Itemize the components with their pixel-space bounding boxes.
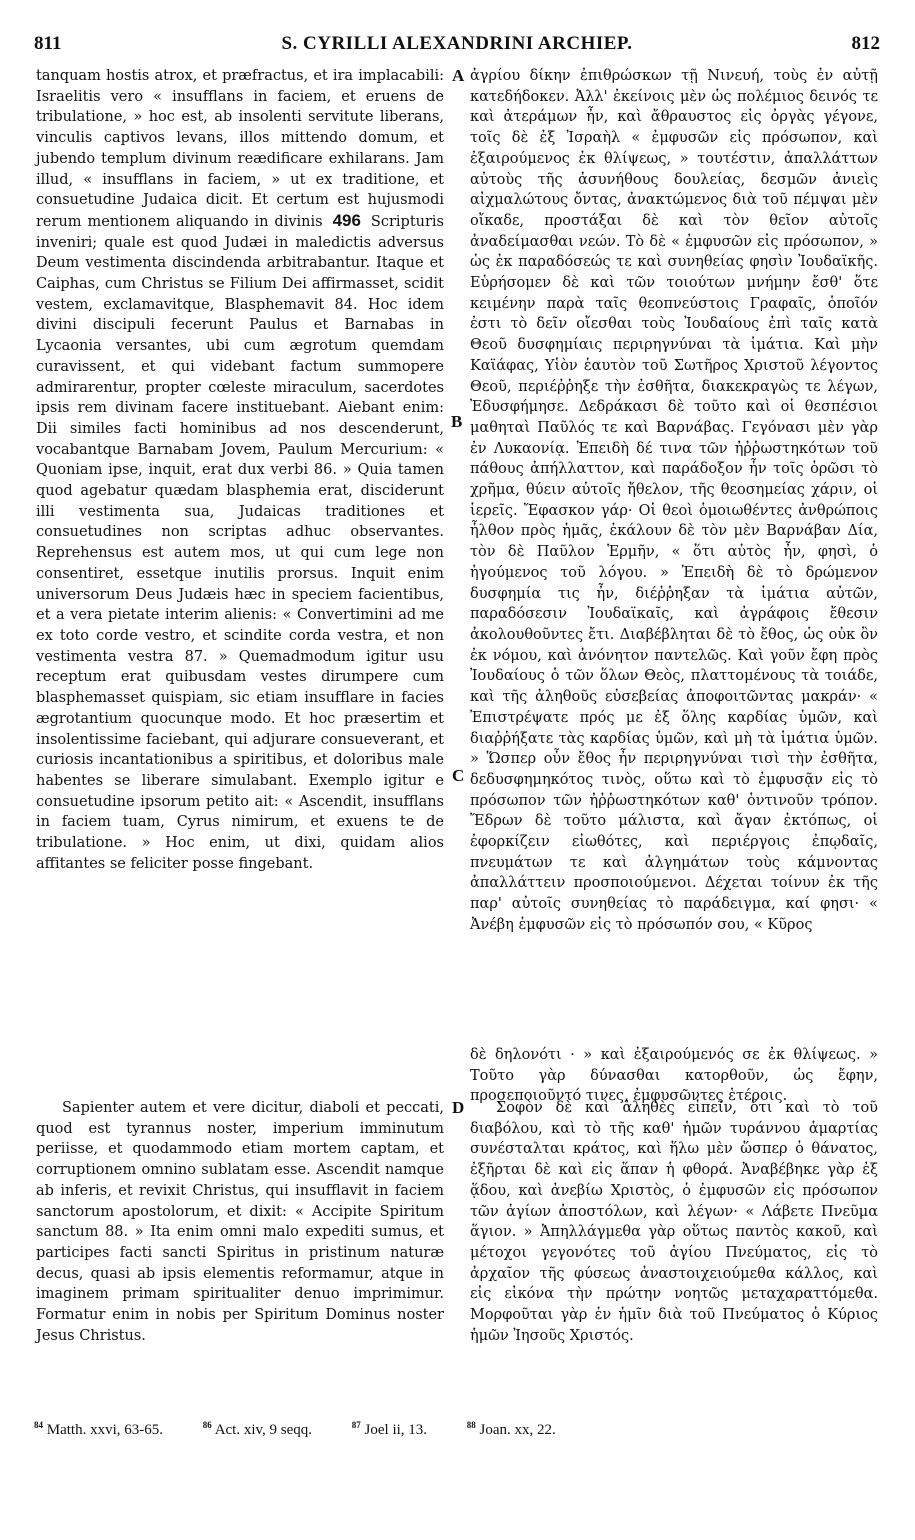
footnote-number: 87 <box>351 1420 361 1430</box>
footnote-87 <box>352 1422 445 1438</box>
latin-text-1b: Scripturis inveniri; quale est quod Judæi in maledictis adversus Deum vestimenta discindenda arbitrabantur. Itaque et Caiphas, cum Christus se Filium Dei affirmasset, scidit vestem, exclamavitque, Blasphemavit 84. Hoc idem divini discipuli fecerunt Paulus et Barnabas in Lycaonia versantes, ubi cum ægrotum quemdam curavissent, et qui videbant factum summopere admirarentur, propter cœleste miraculum, sacerdotes ipsis rem divinam facere instituebant. Aiebant enim: Dii similes facti hominibus ad nos descenderunt, vocabantque Barnabam Jovem, Paulum Mercurium: « Quoniam ipse, inquit, erat dux verbi 86. » Quia tamen quod agebatur quædam blasphemia erat, disciderunt illi vestimenta sua, Judaicas traditiones et consuetudines non scriptas adhuc observantes. Reprehensus est autem mos, ut qui cum lege non consentiret, essetque inutilis prorsus. Inquit enim universorum Deus Judæis hæc in speciem facientibus, et a vera pietate interim alienis: « Convertimini ad me ex toto corde vestro, et scindite corda vestra, et non vestimenta vestra 87. » Quemadmodum igitur usu receptum erat quibusdam vestes dirumpere cum blasphemasset quispiam, sic etiam insufflare in facies ægrotantium quocunque modo. Et hoc præsertim et insolentissime faciebant, qui adjurare consueverant, et curiosis incantationibus a spiritibus, et doloribus male habentes se liberare simulabant. Exemplo igitur e consuetudine ipsorum petito ait: « Ascendit, insufflans in faciem tuam, Cyrus nimirum, et exuens te de tribulatione. » Hoc enim, ut dixi, quidam alios affitantes se feliciter posse fingebant. <box>36 213 445 872</box>
right-page-number: 812 <box>851 33 880 54</box>
greek-paragraph-1: ἀγρίου δίκην ἐπιθρώσκων τῇ Νινευή, τοὺς ἐν αὐτῇ κατεδήδοκεν. Ἀλλ' ἐκείνοις μὲν ὡς πολέμιος δεινός τε καὶ ἀτεράμων ἦν, καὶ ἄθραυστος εἰς ὀργὰς γέγονε, τοῖς δὲ ἐξ Ἰσραὴλ « ἐμφυσῶν εἰς πρόσωπον, καὶ ἐξαιρούμενος ἐκ θλίψεως, » τουτέστιν, ἀπαλλάττων αὐτοὺς τῆς ἀσυνήθους δουλείας, δεσμῶν ἀνιεὶς αἰχμαλώτους ὄντας, ἀνακτώμενος διὰ τοῦ πέμψαι μὲν οἴκαδε, προστάξαι δὲ καὶ τὸν θεῖον αὐτοῖς ἀναδείμασθαι νεών. Τὸ δὲ « ἐμφυσῶν εἰς πρόσωπον, » ὡς ἐκ παραδόσεώς τε καὶ συνηθείας φησὶν Ἰουδαϊκῆς. Εὑρήσομεν δὲ καὶ τῶν τοιούτων μνήμην ἔσθ' ὅτε κειμένην παρὰ ταῖς θεοπνεύστοις Γραφαῖς, ὁποῖόν ἐστι τὸ δεῖν οἴεσθαι τοὺς Ἰουδαίους ἐπὶ ταῖς κατὰ Θεοῦ δυσφημίαις περιρηγνύναι τὰ ἱμάτια. Καὶ μὴν Καϊάφας, Υἱὸν ἑαυτὸν τοῦ Σωτῆρος Χριστοῦ λέγοντος Θεοῦ, περιέῤῥηξε τὴν ἐσθῆτα, διακεκραγὼς τε λέγων, Ἐδυσφήμησε. Δεδράκασι δὲ τοῦτο καὶ οἱ θεσπέσιοι μαθηταὶ Παῦλός τε καὶ Βαρνάβας. Γεγόνασι μὲν γὰρ ἐν Λυκαονίᾳ. Ἐπειδὴ δέ τινα τῶν ἠῤῥωστηκότων τοῦ πάθους ἀπήλλαττον, καὶ παράδοξον ἦν τοῖς ὁρῶσι τὸ χρῆμα, θύειν αὐτοῖς ἤθελον, τῆς θεοσημείας χάριν, οἱ ἱερεῖς. Ἔφασκον γάρ· Οἱ θεοὶ ὁμοιωθέντες ἀνθρώποις ἦλθον πρὸς ἡμᾶς, ἐκάλουν δὲ τὸν μὲν Βαρνάβαν Δία, τὸν δὲ Παῦλον Ἑρμῆν, « ὅτι αὐτὸς ἦν, φησὶ, ὁ ἡγούμενος τοῦ λόγου. » Ἐπειδὴ δὲ τὸ δρώμενον δυσφημία τις ἦν, διέῤῥηξαν τὰ ἱμάτια αὐτῶν, παραδόσεσιν Ἰουδαϊκαῖς, καὶ ἀγράφοις ἔθεσιν ἀκολουθοῦντες ἔτι. Διαβέβληται δὲ τὸ ἔθος, ὡς οὐκ ὂν ἐκ νόμου, καὶ ἀνόνητον παντελῶς. Καὶ γοῦν ἔφη πρὸς Ἰουδαίους ὁ τῶν ὅλων Θεὸς, πλαττομένους τὰ τοιάδε, καὶ τῆς ἀληθοῦς εὐσεβείας ἀποφοιτῶντας μακράν· « Ἐπιστρέψατε πρός με ἐξ ὅλης καρδίας ὑμῶν, καὶ διαῤῥήξατε τὰς καρδίας ὑμῶν, καὶ μὴ τὰ ἱμάτια ὑμῶν. » Ὥσπερ οὖν ἔθος ἦν περιρηγνύναι τισὶ τὴν ἐσθῆτα, δεδυσφημηκότος τινὸς, οὕτω καὶ τὸ ἐμφυσᾷν εἰς τὸ πρόσωπον τῶν ἠῤῥωστηκότων καθ' ὁντινοῦν τρόπον. Ἔδρων δὲ τοῦτο μάλιστα, καὶ ἄγαν ἐκτόπως, οἱ ἐφορκίζειν εἰωθότες, καὶ περιέργοις ἐπῳδαῖς, πνευμάτων τε καὶ ἀλγημάτων τοὺς κάμνοντας ἀπαλλάττειν προσποιούμενοι. Δέχεται τοίνυν ἐκ τῆς παρ' αὐτοῖς συνηθείας τὸ παράδειγμα, καί φησι· « Ἀνέβη ἐμφυσῶν εἰς τὸ πρόσωπόν σου, « Κῦρος <box>470 68 878 933</box>
margin-letter-c: C <box>452 766 465 785</box>
latin-paragraph-2: Sapienter autem et vere dicitur, diaboli et peccati, quod est tyrannus noster, imperium imminutum periisse, et quodammodo etiam mortem captam, et corruptionem omnino sublatam esse. Ascendit namque ab inferis, et revixit Christus, qui insufflavit in faciem sanctorum apostolorum, et dixit: « Accipite Spiritum sanctum 88. » Ita enim omni malo expediti sumus, et participes facti sancti Spiritus in pristinum naturæ decus, quasi ab ipsis elementis reformamur, atque in imaginem primam spiritualiter denuo imprimimur. Formatur enim in nobis per Spiritum Dominus noster Jesus Christus. <box>36 1100 444 1344</box>
left-page-number: 811 <box>34 33 62 54</box>
footnote-84 <box>34 1422 181 1438</box>
greek-column-lower <box>470 1098 878 1346</box>
latin-column-lower <box>36 1098 444 1346</box>
footnote-number: 86 <box>202 1420 212 1430</box>
greek-span-text: δὲ δηλονότι · » καὶ ἐξαιρούμενός σε ἐκ θλίψεως. » Τοῦτο γὰρ δύνασθαι κατορθοῦν, ὡς ἔφην, προσεποιοῦντό τινες, ἐμφυσῶντες ἑτέροις. <box>470 1047 878 1105</box>
footnote-86 <box>203 1422 330 1438</box>
column-marker: 496 <box>332 210 361 230</box>
latin-column-upper <box>36 66 444 874</box>
margin-letter-b: B <box>451 412 463 431</box>
footnotes <box>34 1420 884 1439</box>
footnote-number: 88 <box>466 1420 476 1430</box>
footnote-text: Joel ii, 13. <box>364 1422 428 1438</box>
footnote-88 <box>467 1422 574 1438</box>
running-header <box>34 33 880 59</box>
latin-paragraph-1 <box>36 66 444 874</box>
margin-letter-d: D <box>452 1098 465 1117</box>
greek-column-upper <box>470 66 878 936</box>
margin-letter-a: A <box>452 66 465 85</box>
running-head-title: S. CYRILLI ALEXANDRINI ARCHIEP. <box>281 33 633 54</box>
footnote-text: Matth. xxvi, 63-65. <box>46 1422 163 1438</box>
footnote-number: 84 <box>34 1420 43 1430</box>
footnote-text: Act. xiv, 9 seqq. <box>214 1422 313 1438</box>
latin-text-1a: tanquam hostis atrox, et præfractus, et ira implacabili: Israelitis vero « insufflans in faciem, et eruens de tribulatione, » hoc est, ab insolenti servitute liberans, vinculis captivos levans, illos mittendo domum, et jubendo templum divinum reædificare exhilarans. Jam illud, « insufflans in faciem, » ut ex traditione, et consuetudine Judaica dicit. Et certum est hujusmodi rerum mentionem aliquando in divinis <box>36 68 444 230</box>
footnote-text: Joan. xx, 22. <box>479 1422 556 1438</box>
greek-paragraph-2: Σοφὸν δὲ καὶ ἀληθὲς εἰπεῖν, ὅτι καὶ τὸ τοῦ διαβόλου, καὶ τὸ τῆς καθ' ἡμῶν τυράννου ἁμαρτίας συνέσταλται κράτος, καὶ ἥλω μὲν ὥσπερ ὁ θάνατος, ἐξῆρται δὲ καὶ εἰς ἅπαν ἡ φθορά. Ἀναβέβηκε γὰρ ἐξ ᾅδου, καὶ ἀνεβίω Χριστὸς, ὁ ἐμφυσῶν εἰς πρόσωπον τῶν ἁγίων ἀποστόλων, καὶ λέγων· « Λάβετε Πνεῦμα ἅγιον. » Ἀπηλλάγμεθα γὰρ οὕτως παντὸς κακοῦ, καὶ μέτοχοι γεγονότες τοῦ ἁγίου Πνεύματος, εἰς τὸ ἀρχαῖον τῆς φύσεως ἀναστοιχειούμεθα κάλλος, καὶ εἰς εἰκόνα τὴν πρώτην νοητῶς μεταχαραττόμεθα. Μορφοῦται γὰρ ἐν ἡμῖν διὰ τοῦ Πνεύματος ὁ Κύριος ἡμῶν Ἰησοῦς Χριστός. <box>470 1100 878 1344</box>
